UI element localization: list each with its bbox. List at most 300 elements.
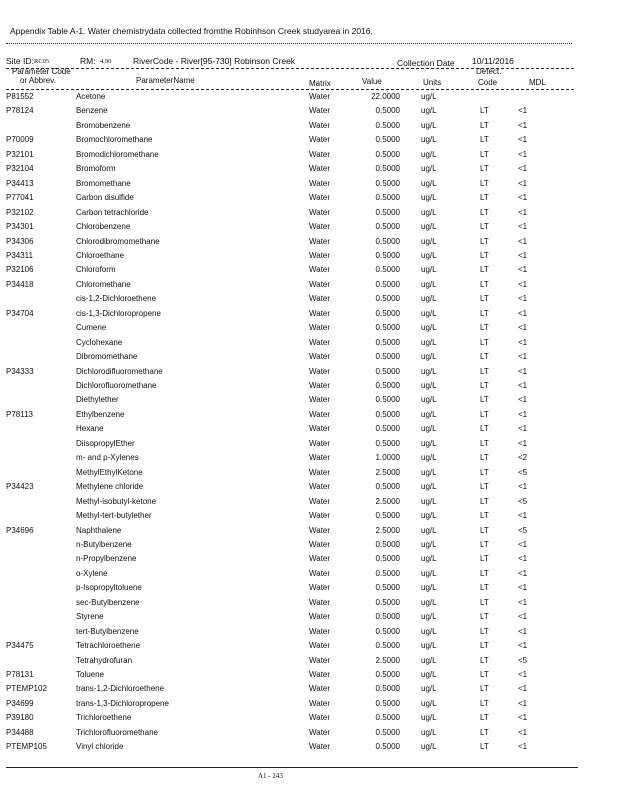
header-param-name: ParameterName <box>136 76 195 85</box>
table-row <box>0 309 618 323</box>
header-param-code: Parameter Code <box>12 67 71 76</box>
parameter-name: Bromomethane <box>76 178 131 188</box>
parameter-code: P34418 <box>6 279 34 289</box>
value-cell: 0.5000 <box>375 236 400 246</box>
mdl-cell: <1 <box>518 670 528 679</box>
matrix-cell: Water <box>309 655 331 665</box>
detect-code-cell: LT <box>480 164 489 174</box>
matrix-cell: Water <box>309 597 331 607</box>
mdl-cell: <1 <box>518 539 528 549</box>
value-cell: 0.5000 <box>375 727 400 737</box>
detect-code-cell: LT <box>480 149 489 159</box>
value-cell: 0.5000 <box>375 409 400 419</box>
parameter-name: Chloroform <box>76 265 116 275</box>
matrix-cell: Water <box>309 323 331 333</box>
parameter-code: P32104 <box>6 164 34 174</box>
value-cell: 0.5000 <box>375 554 400 564</box>
parameter-name: p-Isopropyltoluene <box>76 583 142 593</box>
units-cell: ug/L <box>421 670 437 679</box>
parameter-name: Diethylether <box>76 395 119 405</box>
parameter-code: P77041 <box>6 193 34 203</box>
units-cell: ug/L <box>421 453 437 463</box>
table-row <box>0 395 618 409</box>
matrix-cell: Water <box>309 511 331 521</box>
value-cell: 0.5000 <box>375 308 400 318</box>
parameter-code: P81552 <box>6 92 34 101</box>
table-row <box>0 439 618 453</box>
mdl-cell: <1 <box>518 395 528 405</box>
detect-code-cell: LT <box>480 337 489 347</box>
detect-code-cell: LT <box>480 135 489 145</box>
value-cell: 0.5000 <box>375 207 400 217</box>
parameter-code: P34488 <box>6 727 34 737</box>
units-cell: ug/L <box>421 727 437 737</box>
units-cell: ug/L <box>421 511 437 521</box>
table-row <box>0 612 618 626</box>
units-cell: ug/L <box>421 120 437 130</box>
table-row <box>0 598 618 612</box>
value-cell: 0.5000 <box>375 265 400 275</box>
units-cell: ug/L <box>421 641 437 651</box>
value-cell: 0.5000 <box>375 366 400 376</box>
units-cell: ug/L <box>421 323 437 333</box>
table-row <box>0 684 618 698</box>
parameter-name: Bromochloromethane <box>76 135 153 145</box>
table-row <box>0 135 618 149</box>
mdl-cell: <1 <box>518 554 528 564</box>
parameter-code: P32101 <box>6 149 34 159</box>
mdl-cell: <1 <box>518 193 528 203</box>
units-cell: ug/L <box>421 207 437 217</box>
parameter-code: PTEMP102 <box>6 684 47 694</box>
value-cell: 0.5000 <box>375 395 400 405</box>
mdl-cell: <1 <box>518 294 528 304</box>
matrix-cell: Water <box>309 294 331 304</box>
parameter-name: Naphthalene <box>76 525 122 535</box>
matrix-cell: Water <box>309 279 331 289</box>
detect-code-cell: LT <box>480 207 489 217</box>
mdl-cell: <1 <box>518 366 528 376</box>
parameter-name: trans-1,2-Dichloroethene <box>76 684 165 694</box>
parameter-name: tert-Butylbenzene <box>76 626 139 636</box>
parameter-name: Carbon disulfide <box>76 193 134 203</box>
value-cell: 0.5000 <box>375 684 400 694</box>
units-cell: ug/L <box>421 525 437 535</box>
units-cell: ug/L <box>421 467 437 477</box>
matrix-cell: Water <box>309 626 331 636</box>
matrix-cell: Water <box>309 453 331 463</box>
detect-code-cell: LT <box>480 482 489 492</box>
value-cell: 0.5000 <box>375 713 400 723</box>
value-cell: 2.5000 <box>375 525 400 535</box>
parameter-code: P34301 <box>6 222 34 232</box>
value-cell: 0.5000 <box>375 597 400 607</box>
matrix-cell: Water <box>309 438 331 448</box>
matrix-cell: Water <box>309 337 331 347</box>
units-cell: ug/L <box>421 381 437 390</box>
table-row <box>0 294 618 308</box>
table-row <box>0 511 618 525</box>
mdl-cell: <1 <box>518 612 528 622</box>
matrix-cell: Water <box>309 135 331 145</box>
parameter-name: Vinyl chloride <box>76 742 124 752</box>
mdl-cell: <1 <box>518 250 528 260</box>
parameter-name: Acetone <box>76 92 106 101</box>
units-cell: ug/L <box>421 539 437 549</box>
collection-date-value: 10/11/2016 <box>472 56 514 66</box>
units-cell: ug/L <box>421 742 437 752</box>
units-cell: ug/L <box>421 222 437 232</box>
table-row <box>0 121 618 135</box>
mdl-cell: <1 <box>518 352 528 362</box>
value-cell: 0.5000 <box>375 511 400 521</box>
mdl-cell: <1 <box>518 236 528 246</box>
detect-code-cell: LT <box>480 467 489 477</box>
table-row <box>0 497 618 511</box>
value-cell: 0.5000 <box>375 583 400 593</box>
mdl-cell: <1 <box>518 178 528 188</box>
units-cell: ug/L <box>421 438 437 448</box>
table-row <box>0 482 618 496</box>
detect-code-cell: LT <box>480 713 489 723</box>
value-cell: 0.5000 <box>375 106 400 116</box>
matrix-cell: Water <box>309 178 331 188</box>
page-number: A1 - 243 <box>258 772 283 780</box>
detect-code-cell: LT <box>480 222 489 232</box>
parameter-name: Dibromomethane <box>76 352 138 362</box>
mdl-cell: <5 <box>518 525 528 535</box>
parameter-code: P78131 <box>6 670 34 679</box>
header-value: Value <box>362 77 382 86</box>
parameter-name: Cumene <box>76 323 107 333</box>
units-cell: ug/L <box>421 106 437 116</box>
parameter-code: P78113 <box>6 409 33 419</box>
parameter-name: DiisopropylEther <box>76 438 135 448</box>
units-cell: ug/L <box>421 135 437 145</box>
parameter-name: n-Butylbenzene <box>76 539 132 549</box>
detect-code-cell: LT <box>480 612 489 622</box>
matrix-cell: Water <box>309 641 331 651</box>
parameter-name: cis-1,3-Dichloropropene <box>76 308 161 318</box>
value-cell: 0.5000 <box>375 164 400 174</box>
value-cell: 0.5000 <box>375 352 400 362</box>
title-divider <box>6 43 572 44</box>
rm-value: 4.90 <box>100 58 112 65</box>
detect-code-cell: LT <box>480 626 489 636</box>
parameter-name: Bromobenzene <box>76 120 131 130</box>
matrix-cell: Water <box>309 222 331 232</box>
parameter-name: Chloroethane <box>76 250 125 260</box>
header-mdl: MDL <box>529 78 546 87</box>
value-cell: 0.5000 <box>375 193 400 203</box>
units-cell: ug/L <box>421 236 437 246</box>
detect-code-cell: LT <box>480 583 489 593</box>
detect-code-cell: LT <box>480 265 489 275</box>
detect-code-cell: LT <box>480 409 489 419</box>
matrix-cell: Water <box>309 207 331 217</box>
detect-code-cell: LT <box>480 193 489 203</box>
value-cell: 0.5000 <box>375 698 400 708</box>
table-row <box>0 699 618 713</box>
parameter-name: Toluene <box>76 670 105 679</box>
value-cell: 0.5000 <box>375 337 400 347</box>
mdl-cell: <1 <box>518 742 528 752</box>
mdl-cell: <1 <box>518 727 528 737</box>
detect-code-cell: LT <box>480 539 489 549</box>
units-cell: ug/L <box>421 554 437 564</box>
detect-code-cell: LT <box>480 698 489 708</box>
value-cell: 0.5000 <box>375 742 400 752</box>
parameter-name: Tetrahydrofuran <box>76 655 133 665</box>
detect-code-cell: LT <box>480 568 489 578</box>
mdl-cell: <1 <box>518 698 528 708</box>
parameter-code: P34413 <box>6 178 34 188</box>
parameter-name: Methyl-isobutyl-ketone <box>76 496 157 506</box>
matrix-cell: Water <box>309 482 331 492</box>
mdl-cell: <1 <box>518 279 528 289</box>
parameter-name: Bromodichloromethane <box>76 149 159 159</box>
parameter-code: P34696 <box>6 525 34 535</box>
detect-code-cell: LT <box>480 727 489 737</box>
mdl-cell: <1 <box>518 323 528 333</box>
matrix-cell: Water <box>309 568 331 578</box>
matrix-cell: Water <box>309 539 331 549</box>
units-cell: ug/L <box>421 395 437 405</box>
value-cell: 0.5000 <box>375 539 400 549</box>
table-row <box>0 656 618 670</box>
matrix-cell: Water <box>309 106 331 116</box>
detect-code-cell: LT <box>480 453 489 463</box>
matrix-cell: Water <box>309 424 331 434</box>
detect-code-cell: LT <box>480 511 489 521</box>
units-cell: ug/L <box>421 92 437 101</box>
matrix-cell: Water <box>309 742 331 752</box>
matrix-cell: Water <box>309 193 331 203</box>
matrix-cell: Water <box>309 409 331 419</box>
matrix-cell: Water <box>309 395 331 405</box>
table-row <box>0 569 618 583</box>
mdl-cell: <1 <box>518 337 528 347</box>
parameter-code: P70009 <box>6 135 34 145</box>
detect-code-cell: LT <box>480 670 489 679</box>
matrix-cell: Water <box>309 496 331 506</box>
mdl-cell: <1 <box>518 568 528 578</box>
mdl-cell: <1 <box>518 438 528 448</box>
parameter-name: Dichlorodifluoromethane <box>76 366 163 376</box>
mdl-cell: <1 <box>518 207 528 217</box>
parameter-code: P34423 <box>6 482 34 492</box>
parameter-code: P34311 <box>6 250 33 260</box>
river-code: RiverCode - River[95-730] Robinson Creek <box>133 56 296 66</box>
detect-code-cell: LT <box>480 655 489 665</box>
parameter-name: Bromoform <box>76 164 116 174</box>
table-row <box>0 92 618 106</box>
matrix-cell: Water <box>309 366 331 376</box>
header-param-abbrev: or Abbrev. <box>20 76 56 85</box>
detect-code-cell: LT <box>480 424 489 434</box>
detect-code-cell: LT <box>480 236 489 246</box>
table-row <box>0 251 618 265</box>
value-cell: 0.5000 <box>375 568 400 578</box>
parameter-code: P34333 <box>6 366 34 376</box>
table-row <box>0 410 618 424</box>
units-cell: ug/L <box>421 496 437 506</box>
table-row <box>0 338 618 352</box>
value-cell: 2.5000 <box>375 655 400 665</box>
parameter-code: PTEMP105 <box>6 742 47 752</box>
mdl-cell: <1 <box>518 424 528 434</box>
parameter-name: Trichloroethene <box>76 713 132 723</box>
site-id-label: Site ID: <box>6 56 34 66</box>
table-row <box>0 106 618 120</box>
matrix-cell: Water <box>309 381 331 390</box>
value-cell: 22.0000 <box>371 92 400 101</box>
matrix-cell: Water <box>309 698 331 708</box>
table-row <box>0 237 618 251</box>
table-row <box>0 670 618 684</box>
table-row <box>0 728 618 742</box>
value-cell: 0.5000 <box>375 641 400 651</box>
mdl-cell: <1 <box>518 164 528 174</box>
table-row <box>0 540 618 554</box>
parameter-code: P32106 <box>6 265 34 275</box>
mdl-cell: <5 <box>518 467 528 477</box>
table-row <box>0 468 618 482</box>
units-cell: ug/L <box>421 713 437 723</box>
matrix-cell: Water <box>309 92 331 101</box>
detect-code-cell: LT <box>480 554 489 564</box>
detect-code-cell: LT <box>480 395 489 405</box>
parameter-name: sec-Butylbenzene <box>76 597 140 607</box>
matrix-cell: Water <box>309 250 331 260</box>
table-row <box>0 164 618 178</box>
header-bottom-rule <box>6 89 574 90</box>
units-cell: ug/L <box>421 178 437 188</box>
units-cell: ug/L <box>421 684 437 694</box>
parameter-name: Hexane <box>76 424 104 434</box>
parameter-name: MethylEthylKetone <box>76 467 143 477</box>
detect-code-cell: LT <box>480 250 489 260</box>
value-cell: 0.5000 <box>375 149 400 159</box>
table-row <box>0 265 618 279</box>
mdl-cell: <1 <box>518 120 528 130</box>
parameter-name: Methylene chloride <box>76 482 144 492</box>
table-row <box>0 352 618 366</box>
detect-code-cell: LT <box>480 381 489 390</box>
table-row <box>0 742 618 756</box>
parameter-name: Chloromethane <box>76 279 131 289</box>
detect-code-cell: LT <box>480 308 489 318</box>
mdl-cell: <1 <box>518 106 528 116</box>
units-cell: ug/L <box>421 424 437 434</box>
parameter-code: P78124 <box>6 106 34 116</box>
detect-code-cell: LT <box>480 525 489 535</box>
value-cell: 0.5000 <box>375 482 400 492</box>
units-cell: ug/L <box>421 149 437 159</box>
units-cell: ug/L <box>421 698 437 708</box>
matrix-cell: Water <box>309 525 331 535</box>
value-cell: 0.5000 <box>375 279 400 289</box>
parameter-name: Ethylbenzene <box>76 409 125 419</box>
detect-code-cell: LT <box>480 742 489 752</box>
table-row <box>0 526 618 540</box>
table-row <box>0 222 618 236</box>
matrix-cell: Water <box>309 684 331 694</box>
mdl-cell: <1 <box>518 308 528 318</box>
table-row <box>0 583 618 597</box>
mdl-cell: <1 <box>518 265 528 275</box>
detect-code-cell: LT <box>480 684 489 694</box>
detect-code-cell: LT <box>480 178 489 188</box>
units-cell: ug/L <box>421 352 437 362</box>
matrix-cell: Water <box>309 554 331 564</box>
matrix-cell: Water <box>309 308 331 318</box>
units-cell: ug/L <box>421 308 437 318</box>
parameter-code: P32102 <box>6 207 34 217</box>
matrix-cell: Water <box>309 612 331 622</box>
value-cell: 0.5000 <box>375 626 400 636</box>
units-cell: ug/L <box>421 164 437 174</box>
table-row <box>0 713 618 727</box>
bottom-rule <box>6 767 578 768</box>
matrix-cell: Water <box>309 713 331 723</box>
mdl-cell: <1 <box>518 597 528 607</box>
units-cell: ug/L <box>421 409 437 419</box>
mdl-cell: <1 <box>518 482 528 492</box>
matrix-cell: Water <box>309 236 331 246</box>
parameter-name: Methyl-tert-butylether <box>76 511 152 521</box>
detect-code-cell: LT <box>480 366 489 376</box>
value-cell: 2.5000 <box>375 467 400 477</box>
matrix-cell: Water <box>309 727 331 737</box>
value-cell: 0.5000 <box>375 222 400 232</box>
header-detect: Detect. <box>476 67 502 76</box>
value-cell: 0.5000 <box>375 612 400 622</box>
units-cell: ug/L <box>421 294 437 304</box>
mdl-cell: <1 <box>518 626 528 636</box>
mdl-cell: <1 <box>518 641 528 651</box>
mdl-cell: <1 <box>518 409 528 419</box>
detect-code-cell: LT <box>480 496 489 506</box>
mdl-cell: <1 <box>518 222 528 232</box>
parameter-name: n-Propylbenzene <box>76 554 137 564</box>
value-cell: 0.5000 <box>375 135 400 145</box>
units-cell: ug/L <box>421 655 437 665</box>
units-cell: ug/L <box>421 337 437 347</box>
units-cell: ug/L <box>421 482 437 492</box>
detect-code-cell: LT <box>480 641 489 651</box>
detect-code-cell: LT <box>480 279 489 289</box>
units-cell: ug/L <box>421 265 437 275</box>
value-cell: 0.5000 <box>375 323 400 333</box>
parameter-name: Dichlorofluoromethane <box>76 381 157 390</box>
table-row <box>0 150 618 164</box>
matrix-cell: Water <box>309 352 331 362</box>
mdl-cell: <1 <box>518 149 528 159</box>
parameter-code: P34306 <box>6 236 34 246</box>
parameter-name: Trichlorofluoromethane <box>76 727 158 737</box>
value-cell: 0.5000 <box>375 670 400 679</box>
table-row <box>0 367 618 381</box>
table-row <box>0 627 618 641</box>
mdl-cell: <2 <box>518 453 528 463</box>
parameter-code: P34475 <box>6 641 34 651</box>
matrix-cell: Water <box>309 583 331 593</box>
mdl-cell: <5 <box>518 496 528 506</box>
parameter-code: P34704 <box>6 308 34 318</box>
site-id-value: RC05 <box>34 58 50 65</box>
detect-code-cell: LT <box>480 323 489 333</box>
